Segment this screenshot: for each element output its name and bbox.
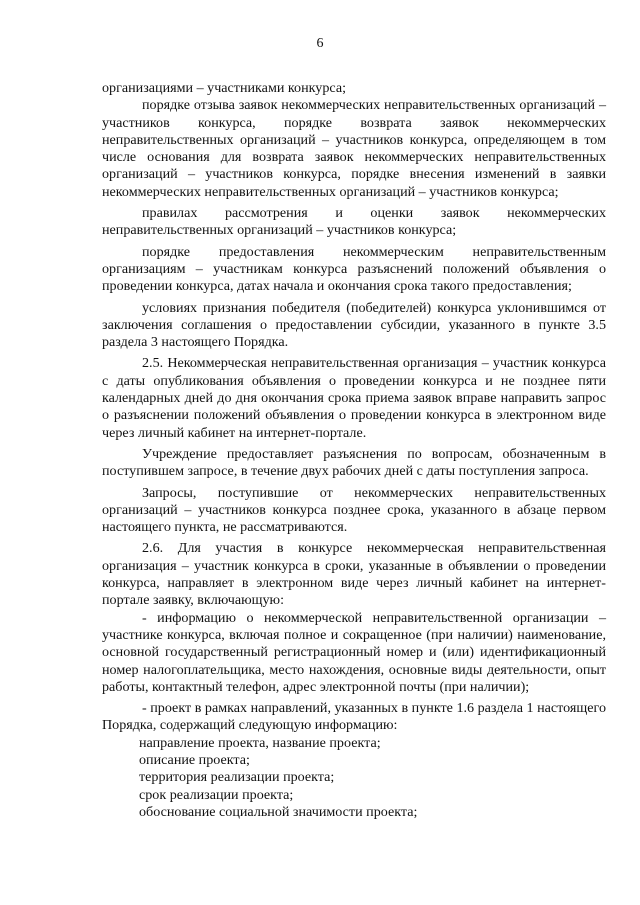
paragraph: 2.6. Для участия в конкурсе некоммерческая неправительственная организация – участник конкурса в сроки, указанные в объявлении о проведении конкурса, направляет в электронном виде через личный кабинет на интернет-портале заявку, включающую: <box>102 540 606 609</box>
paragraph: Запросы, поступившие от некоммерческих неправительственных организаций – участников конкурса позднее срока, указанного в абзаце первом настоящего пункта, не рассматриваются. <box>102 484 606 536</box>
list-item: - проект в рамках направлений, указанных в пункте 1.6 раздела 1 настоящего Порядка, содержащий следующую информацию: <box>102 700 606 734</box>
list-item: обоснование социальной значимости проекта; <box>139 803 418 820</box>
paragraph: 2.5. Некоммерческая неправительственная организация – участник конкурса с даты опубликования объявления о проведении конкурса и не позднее пяти календарных дней до дня окончания срока приема заявок вправе направить запрос о разъяснении положений объявления о проведении конкурса в электронном виде через личный кабинет на интернет-портале. <box>102 355 606 441</box>
paragraph: условиях признания победителя (победителей) конкурса уклонившимся от заключения соглашения о предоставлении субсидии, указанного в пункте 3.5 раздела 3 настоящего Порядка. <box>102 299 606 351</box>
list-item: направление проекта, название проекта; <box>139 734 381 751</box>
paragraph: организациями – участниками конкурса; <box>102 80 346 96</box>
page-number: 6 <box>316 36 324 51</box>
paragraph: Учреждение предоставляет разъяснения по вопросам, обозначенным в поступившем запросе, в течение двух рабочих дней с даты поступления запроса. <box>102 445 606 480</box>
list-item: территория реализации проекта; <box>139 769 335 786</box>
paragraph: порядке отзыва заявок некоммерческих неправительственных организаций – участников конкурса, порядке возврата заявок некоммерческих неправительственных организаций – участников конкурса, определяющем в том числе основания для возврата заявок некоммерческих неправительственных организаций – участников конкурса, порядке внесения изменений в заявки некоммерческих неправительственных организаций – участников конкурса; <box>102 97 606 200</box>
list-item: срок реализации проекта; <box>139 786 294 803</box>
body-text <box>102 80 606 821</box>
paragraph: порядке предоставления некоммерческим неправительственным организациям – участникам конкурса разъяснений положений объявления о проведении конкурса, датах начала и окончания срока такого предоставления; <box>102 243 606 295</box>
list-item: - информацию о некоммерческой неправительственной организации – участнике конкурса, включая полное и сокращенное (при наличии) наименование, основной государственный регистрационный номер и (или) идентификационный номер налогоплательщика, место нахождения, основные виды деятельности, опыт работы, контактный телефон, адрес электронной почты (при наличии); <box>102 609 606 695</box>
paragraph: правилах рассмотрения и оценки заявок некоммерческих неправительственных организаций – участников конкурса; <box>102 205 606 239</box>
list-item: описание проекта; <box>139 751 250 768</box>
